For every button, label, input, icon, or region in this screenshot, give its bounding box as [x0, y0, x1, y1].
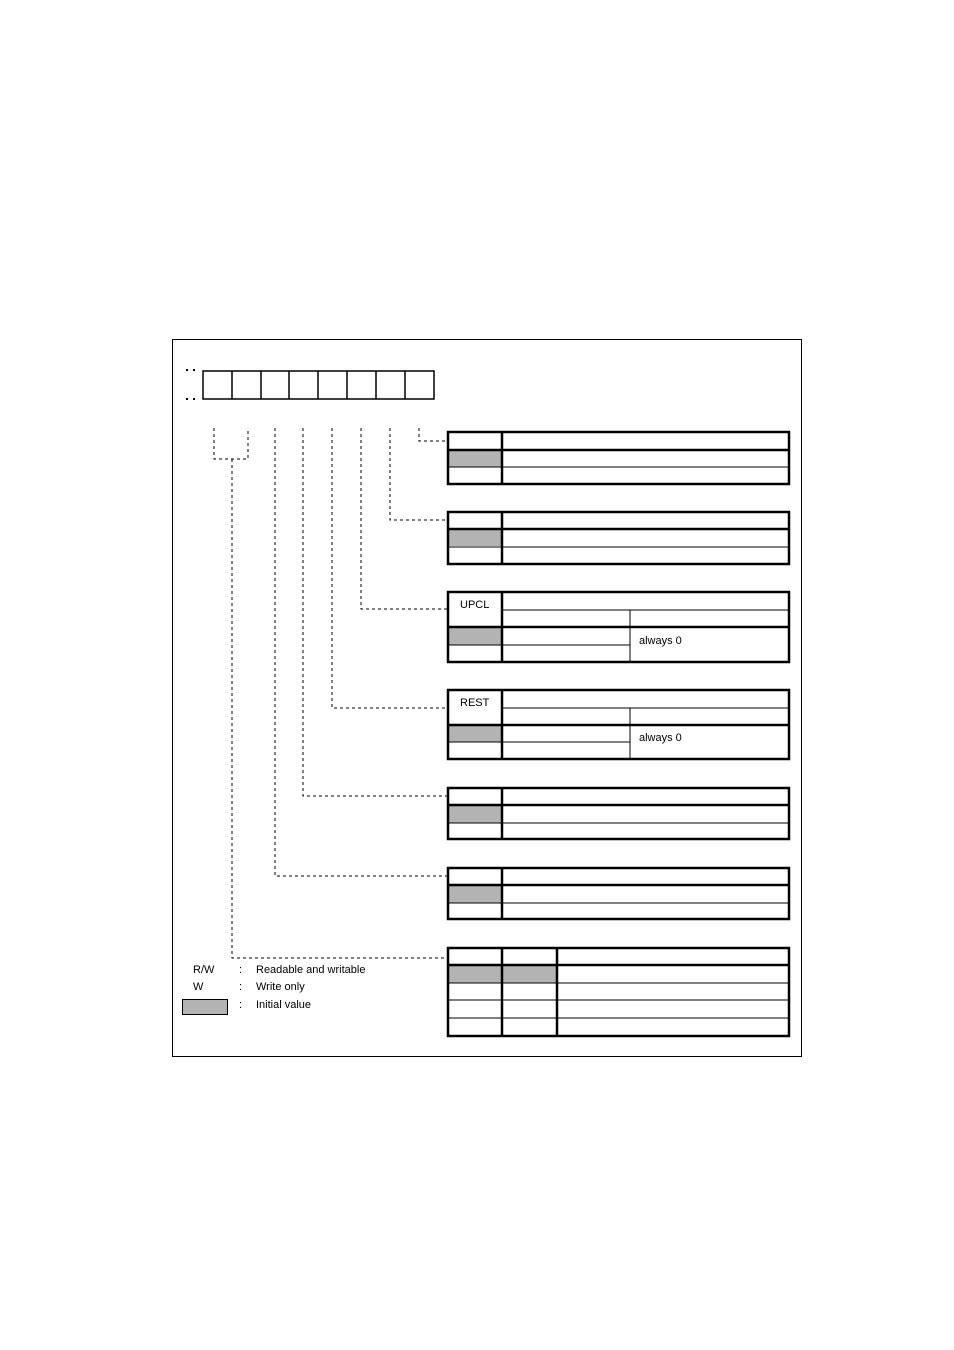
- legend-sep: :: [239, 999, 243, 1011]
- legend-code-rw: R/W: [193, 964, 215, 976]
- upcl-header: UPCL: [460, 599, 490, 611]
- initial-value-swatch: [182, 999, 228, 1015]
- legend-meaning-w: Write only: [256, 981, 305, 993]
- legend-meaning-initial: Initial value: [256, 999, 312, 1011]
- legend-sep: :: [239, 981, 243, 993]
- legend-sep: :: [239, 964, 243, 976]
- upcl-note: always 0: [639, 635, 682, 647]
- rest-header: REST: [460, 697, 490, 709]
- rest-note: always 0: [639, 732, 682, 744]
- legend-code-w: W: [193, 981, 204, 993]
- legend-meaning-rw: Readable and writable: [256, 964, 366, 976]
